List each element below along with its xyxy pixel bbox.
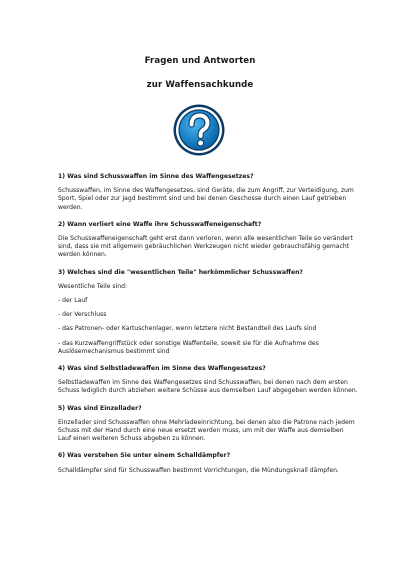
question-mark-icon bbox=[172, 103, 226, 157]
answer-3-item-lauf: - der Lauf bbox=[58, 297, 88, 305]
question-3: 3) Welches sind die "wesentlichen Teile" herkömmlicher Schusswaffen? bbox=[58, 268, 303, 276]
answer-3-item-verschluss: - der Verschluss bbox=[58, 311, 107, 319]
answer-3-item-lager: - das Patronen- oder Kartuschenlager, wenn letztere nicht Bestandteil des Laufs sind bbox=[58, 325, 317, 333]
answer-6: Schalldämpfer sind für Schusswaffen bestimmt Vorrichtungen, die Mündungsknall dämpfen. bbox=[58, 466, 339, 474]
question-5: 5) Was sind Einzellader? bbox=[58, 404, 142, 412]
qa-section-1 bbox=[58, 173, 358, 212]
answer-2: Die Schusswaffeneigenschaft geht erst dann verloren, wenn alle wesentlichen Teile so verändert sind, dass sie mit allgemein gebräuchlichen Werkzeugen nicht wieder gebrauchsfähig gemacht werden können. bbox=[58, 235, 353, 259]
qa-section-6 bbox=[58, 452, 358, 474]
question-4: 4) Was sind Selbstladewaffen im Sinne des Waffengesetzes? bbox=[58, 365, 266, 373]
document-title: Fragen und Antworten bbox=[144, 56, 256, 66]
question-1: 1) Was sind Schusswaffen im Sinne des Waffengesetzes? bbox=[58, 173, 254, 180]
qa-section-2 bbox=[58, 221, 358, 260]
question-6: 6) Was verstehen Sie unter einem Schalldämpfer? bbox=[58, 452, 231, 460]
document-subtitle: zur Waffensachkunde bbox=[146, 80, 254, 90]
answer-3-intro: Wesentliche Teile sind: bbox=[58, 282, 128, 290]
answer-1: Schusswaffen, im Sinne des Waffengesetzes, sind Geräte, die zum Angriff, zur Verteidigung, zum Sport, Spiel oder zur Jagd bestimmt sind und bei denen Geschosse durch einen Lauf getrieben werden. bbox=[58, 187, 354, 211]
qa-section-5 bbox=[58, 405, 358, 444]
answer-3-item-griffstueck: - das Kurzwaffengriffstück oder sonstige Waffenteile, soweit sie für die Aufnahme des Auslösemechanismus bestimmt sind bbox=[58, 339, 319, 355]
answer-4: Selbstladewaffen im Sinne des Waffengesetzes sind Schusswaffen, bei denen nach dem ersten Schuss lediglich durch abziehen weitere Schüsse aus demselben Lauf abgegeben werden können. bbox=[58, 379, 358, 395]
answer-5: Einzellader sind Schusswaffen ohne Mehrladeeinrichtung, bei denen also die Patrone nach jedem Schuss mit der Hand durch eine neue ersetzt werden muss, um mit der Waffe aus demselben Lauf einen weiteren Schuss abgeben zu können. bbox=[58, 418, 355, 443]
qa-section-4 bbox=[58, 365, 358, 396]
qa-content bbox=[58, 173, 358, 484]
qa-section-3 bbox=[58, 269, 358, 356]
question-2: 2) Wann verliert eine Waffe ihre Schusswaffeneigenschaft? bbox=[58, 220, 262, 228]
